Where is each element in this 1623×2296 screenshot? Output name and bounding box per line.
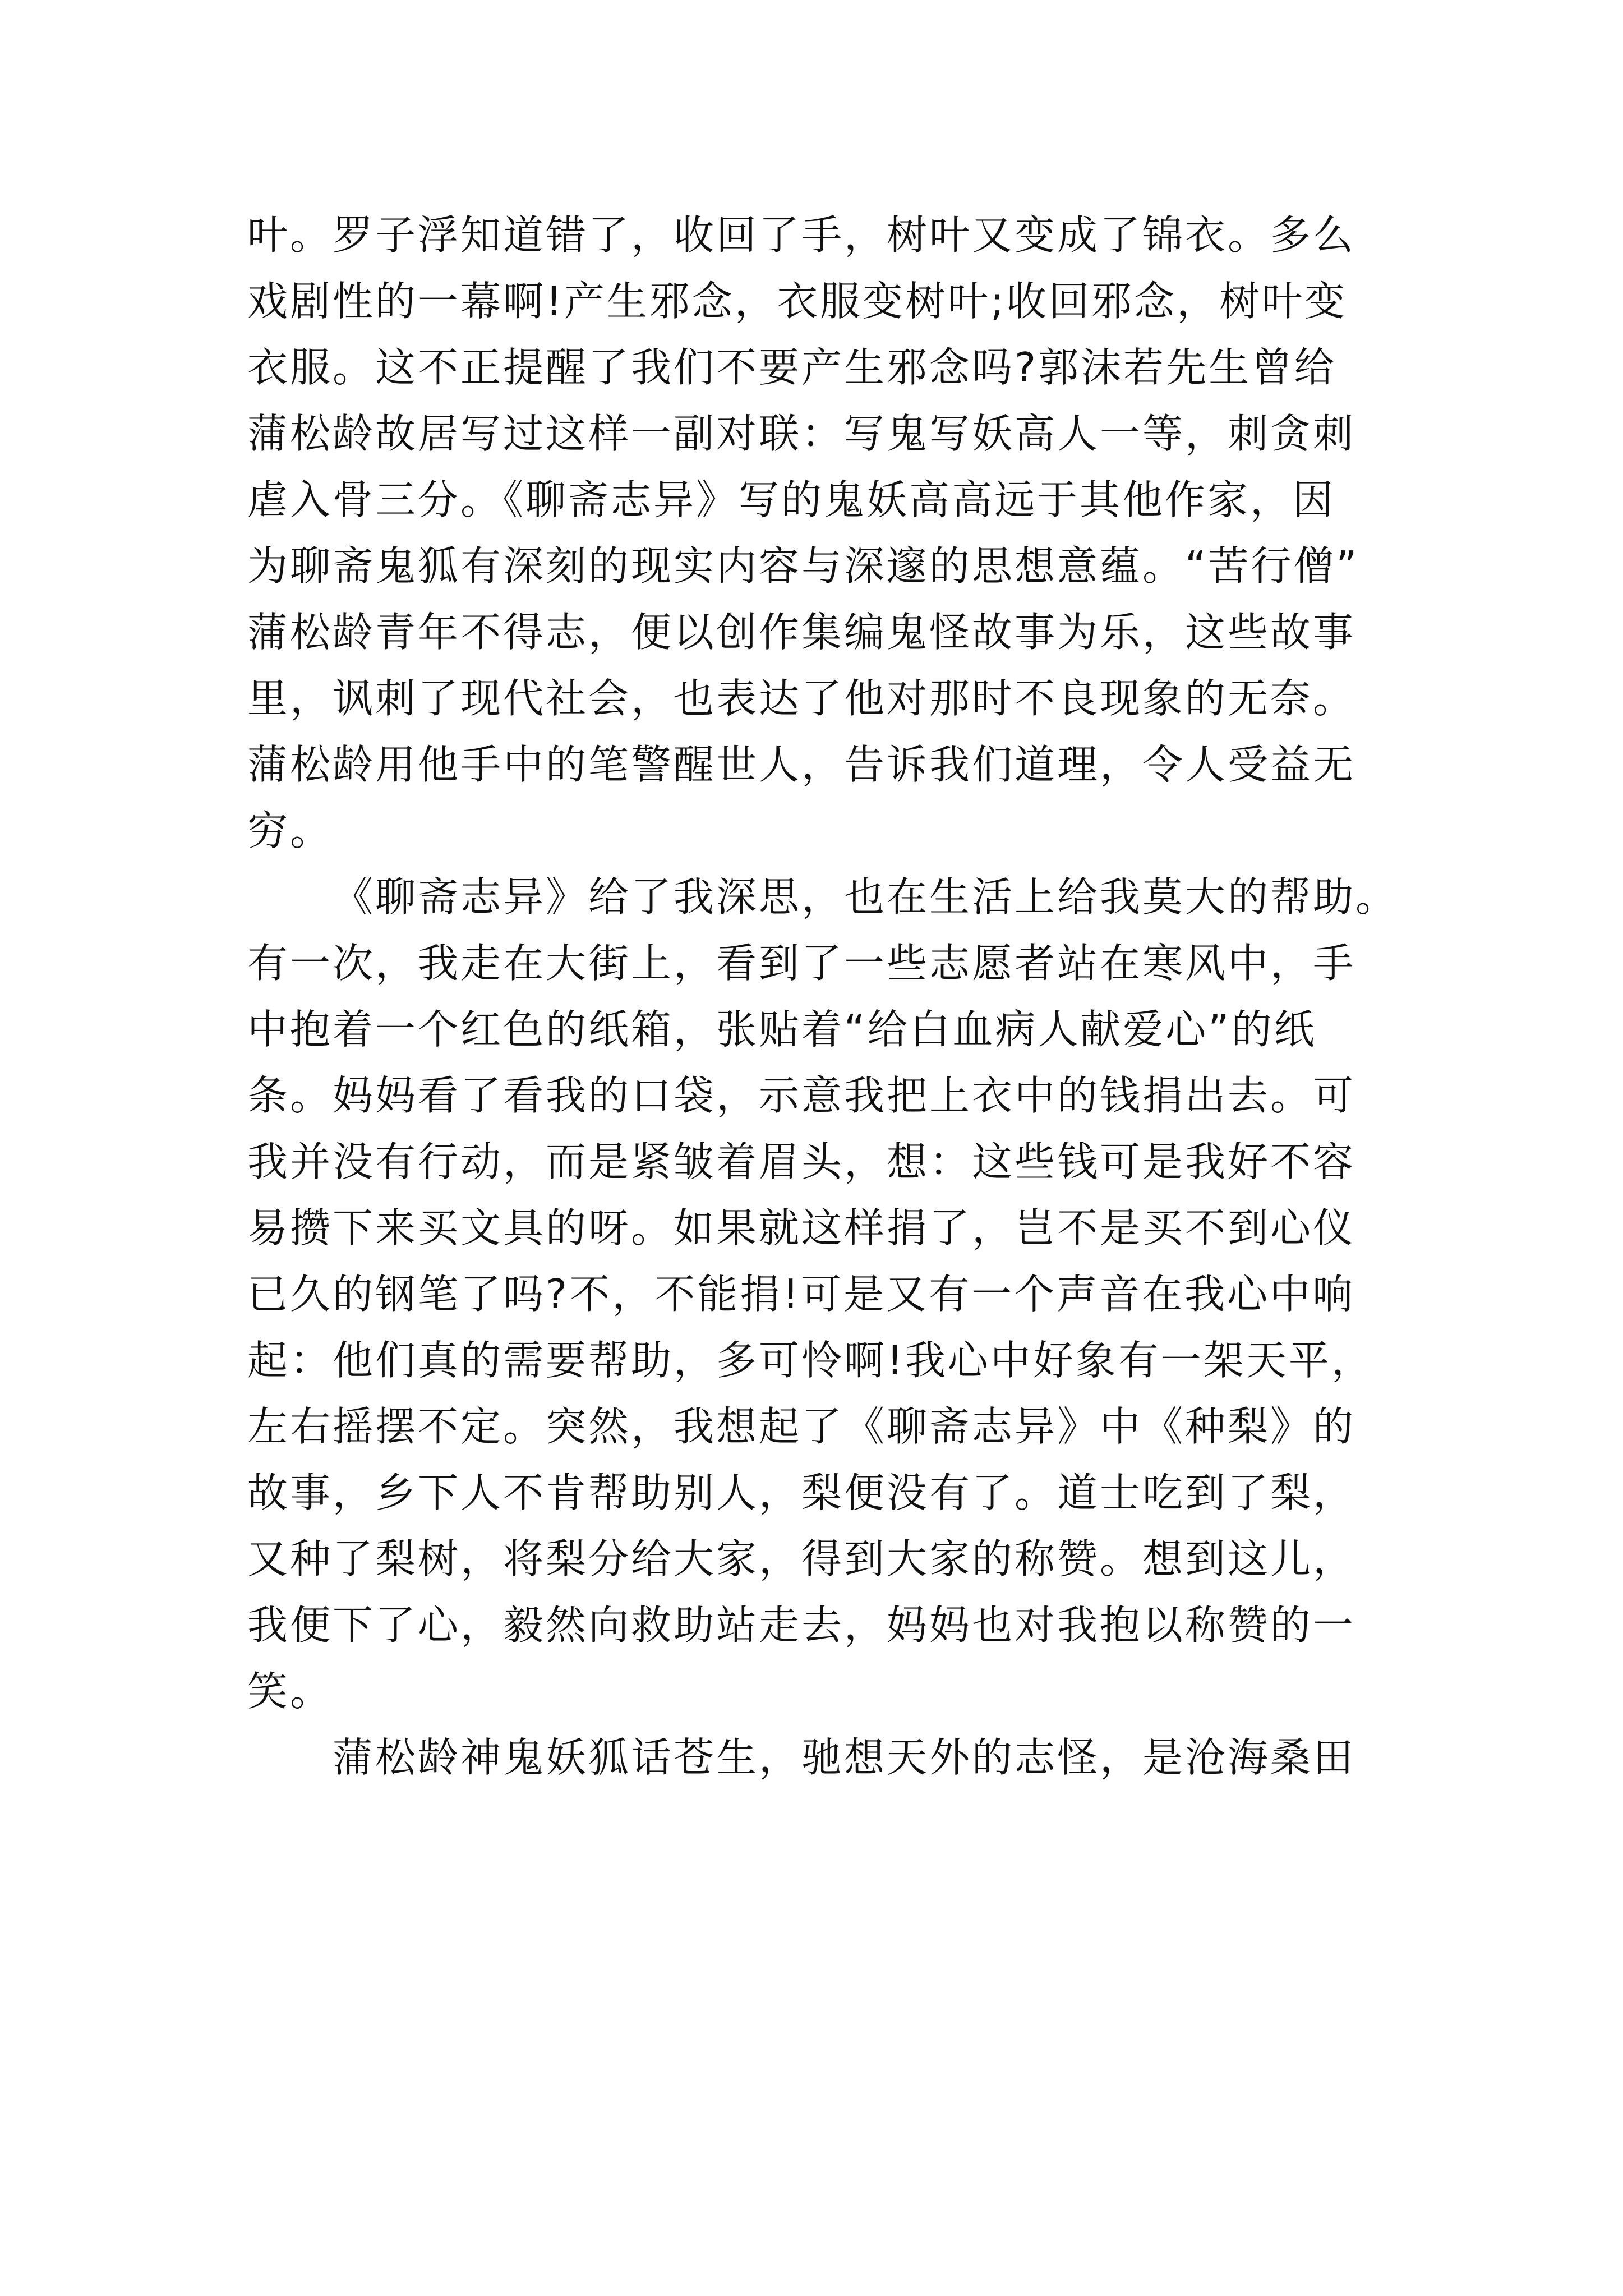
paragraph-1 — [247, 202, 1376, 864]
text-line: 蒲松龄用他手中的笔警醒世人，告诉我们道理，令人受益无 — [247, 741, 1356, 788]
text-line: 穷。 — [247, 807, 333, 854]
paragraph-3 — [247, 1724, 1376, 1791]
text-line: 故事，乡下人不肯帮助别人，梨便没有了。道士吃到了梨， — [247, 1469, 1356, 1516]
text-line: 里，讽刺了现代社会，也表达了他对那时不良现象的无奈。 — [247, 675, 1356, 722]
text-line: 蒲松龄故居写过这样一副对联：写鬼写妖高人一等，刺贪刺 — [247, 410, 1356, 457]
text-line: 戏剧性的一幕啊!产生邪念，衣服变树叶;收回邪念，树叶变 — [247, 278, 1348, 325]
paragraph-2 — [247, 864, 1399, 1724]
text-line: 为聊斋鬼狐有深刻的现实内容与深邃的思想意蕴。“苦行僧” — [247, 542, 1359, 590]
text-line: 衣服。这不正提醒了我们不要产生邪念吗?郭沫若先生曾给 — [247, 344, 1337, 391]
text-line: 左右摇摆不定。突然，我想起了《聊斋志异》中《种梨》的 — [247, 1403, 1356, 1450]
text-line: 易攒下来买文具的呀。如果就这样捐了，岂不是买不到心仪 — [247, 1204, 1356, 1251]
text-line: 有一次，我走在大街上，看到了一些志愿者站在寒风中，手 — [247, 940, 1356, 987]
text-line: 我并没有行动，而是紧皱着眉头，想：这些钱可是我好不容 — [247, 1138, 1356, 1185]
text-line: 已久的钢笔了吗?不，不能捐!可是又有一个声音在我心中响 — [247, 1271, 1355, 1318]
text-line: 《聊斋志异》给了我深思，也在生活上给我莫大的帮助。 — [333, 873, 1399, 921]
text-line: 蒲松龄青年不得志，便以创作集编鬼怪故事为乐，这些故事 — [247, 609, 1356, 656]
text-line: 虐入骨三分。《聊斋志异》写的鬼妖高高远于其他作家，因 — [247, 476, 1336, 523]
text-line: 起：他们真的需要帮助，多可怜啊!我心中好象有一架天平， — [247, 1337, 1374, 1384]
text-line: 笑。 — [247, 1668, 333, 1715]
text-line: 条。妈妈看了看我的口袋，示意我把上衣中的钱捐出去。可 — [247, 1072, 1356, 1119]
text-line: 我便下了心，毅然向救助站走去，妈妈也对我抱以称赞的一 — [247, 1602, 1356, 1649]
article-body — [247, 202, 1399, 1791]
text-line: 叶。罗子浮知道错了，收回了手，树叶又变成了锦衣。多么 — [247, 211, 1356, 259]
text-line: 蒲松龄神鬼妖狐话苍生，驰想天外的志怪，是沧海桑田 — [333, 1734, 1356, 1781]
text-line: 中抱着一个红色的纸箱，张贴着“给白血病人献爱心”的纸 — [247, 1006, 1317, 1053]
text-line: 又种了梨树，将梨分给大家，得到大家的称赞。想到这儿， — [247, 1535, 1356, 1582]
